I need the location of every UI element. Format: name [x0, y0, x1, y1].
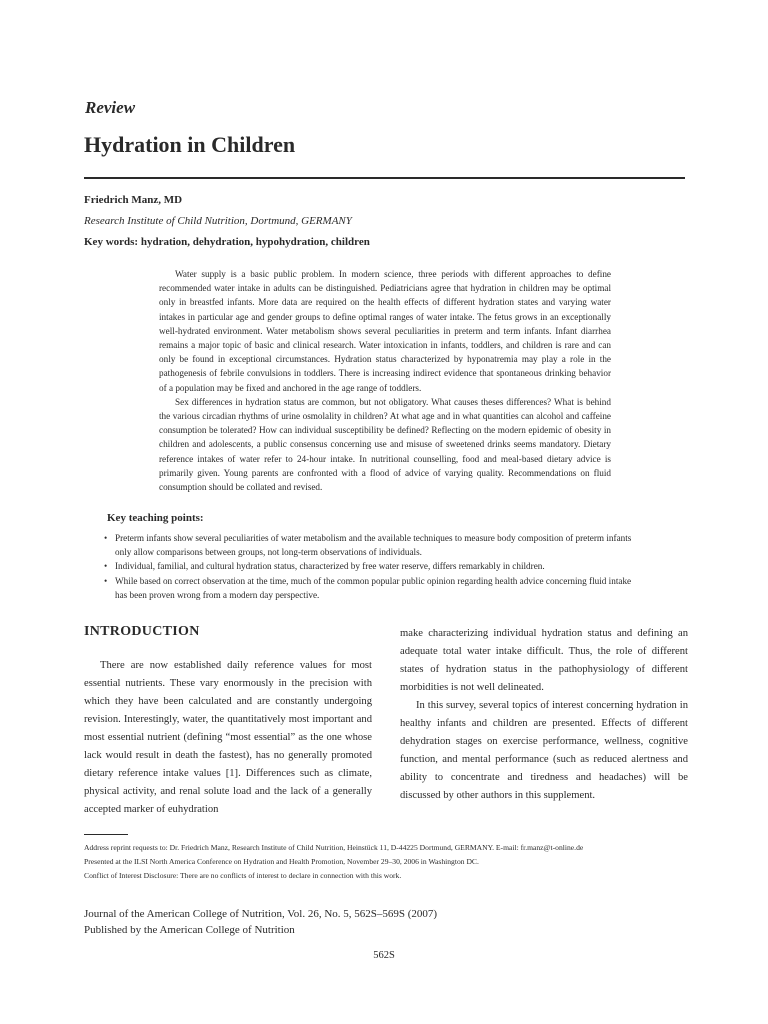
- teaching-point: • Preterm infants show several peculiarities of water metabolism and the available techniques to measure body composition of preterm infants only allow comparisons between groups, not long-term observations of individuals.: [103, 531, 643, 559]
- intro-paragraph-continued: make characterizing individual hydration status and defining an adequate total water intake difficult. Thus, the role of different states of hydration status in the pathophysiology of different morbidities is not well delineated.: [400, 628, 688, 693]
- abstract: [159, 267, 611, 494]
- journal-info: [84, 906, 437, 938]
- footnote-presented: Presented at the ILSI North America Conference on Hydration and Health Promotion, November 29–30, 2006 in Washington DC.: [84, 857, 479, 866]
- keywords-list: hydration, dehydration, hypohydration, children: [140, 236, 370, 248]
- footnote-rule: [84, 834, 128, 835]
- section-label: Review: [85, 98, 136, 117]
- title-rule: [84, 177, 685, 179]
- introduction-heading: INTRODUCTION: [84, 624, 200, 639]
- journal-publisher: Published by the American College of Nutrition: [84, 924, 295, 936]
- intro-paragraph-1: There are now established daily reference values for most essential nutrients. These vary enormously in the precision with which they have been calculated and are constantly undergoing revision. Interestingly, water, the quantitatively most important and most essential nutrient (defining “most essential” as the one whose lack would result in death the fastest), has no generally promoted dietary reference intake values [1]. Differences such as climate, physical activity, and renal solute load and the lack of a generally accepted marker of euhydration: [84, 660, 372, 815]
- page-number: 562S: [373, 950, 395, 961]
- footnotes: [84, 841, 704, 883]
- intro-paragraph-2: In this survey, several topics of interest concerning hydration in healthy infants and children are presented. Effects of different dehydration stages on exercise performance, wellness, cognitive function, and mental performance (such as reduced alertness and ability to concentrate and tiredness and headaches) will be discussed by other authors in this supplement.: [400, 700, 688, 801]
- teaching-points-heading: Key teaching points:: [107, 512, 204, 524]
- abstract-paragraph-2: Sex differences in hydration status are common, but not obligatory. What causes theses differences? What is behind the various circadian rhythms of urine osmolality in children? At what age and in what quantities can alcohol and caffeine consumption be tolerated? How can individual susceptibility be defined? Reflecting on the modern epidemic of obesity in children and adolescents, a public consensus concerning use and misuse of sweetened drinks seems mandatory. Dietary reference intakes of water refer to 24-hour intake. In nutritional counselling, food and meal-based dietary advice is primarily given. Young parents are confronted with a flood of advice of varying quality. Recommendations on fluid consumption should be collated and revised.: [159, 396, 611, 493]
- footnote-conflict: Conflict of Interest Disclosure: There are no conflicts of interest to declare in connection with this work.: [84, 871, 402, 880]
- keywords-line: [84, 236, 370, 248]
- keywords-label: Key words:: [84, 236, 139, 248]
- author-affiliation: Research Institute of Child Nutrition, Dortmund, GERMANY: [84, 215, 352, 227]
- journal-citation: Journal of the American College of Nutrition, Vol. 26, No. 5, 562S–569S (2007): [84, 908, 438, 920]
- right-column: [400, 625, 688, 805]
- teaching-point: • While based on correct observation at the time, much of the common popular public opinion regarding health advice concerning fluid intake has been proven wrong from a modern day perspective.: [103, 574, 643, 602]
- left-column: [84, 657, 372, 819]
- article-title: Hydration in Children: [84, 132, 296, 157]
- teaching-point: • Individual, familial, and cultural hydration status, characterized by free water reserve, differs remarkably in children.: [103, 559, 643, 573]
- author-name: Friedrich Manz, MD: [84, 194, 183, 206]
- teaching-points-list: [103, 531, 643, 602]
- abstract-paragraph-1: Water supply is a basic public problem. In modern science, three periods with different approaches to define recommended water intake in adults can be distinguished. Pediatricians agree that hydration in children may be optimal only in breastfed infants. More data are required on the health effects of different hydration states and varying water intakes in particular age and gender groups to define optimal ranges of water intake. The fetus grows in an exceptionally well-hydrated environment. Water metabolism shows several peculiarities in preterm and term infants. Infant diarrhea remains a major topic of basic and clinical research. Water intoxication in infants, toddlers, and children is rare and can only be found in exceptional circumstances. Hydration status characterized by hyponatremia may play a role in the pathogenesis of febrile convulsions in toddlers. There is increasing indirect evidence that spontaneous drinking behavior of a population may be fixed and anchored in the age range of toddlers.: [159, 269, 611, 393]
- footnote-reprint: Address reprint requests to: Dr. Friedrich Manz, Research Institute of Child Nutrition, Heinstück 11, D-44225 Dortmund, GERMANY. E-mail: fr.manz@t-online.de: [84, 843, 584, 852]
